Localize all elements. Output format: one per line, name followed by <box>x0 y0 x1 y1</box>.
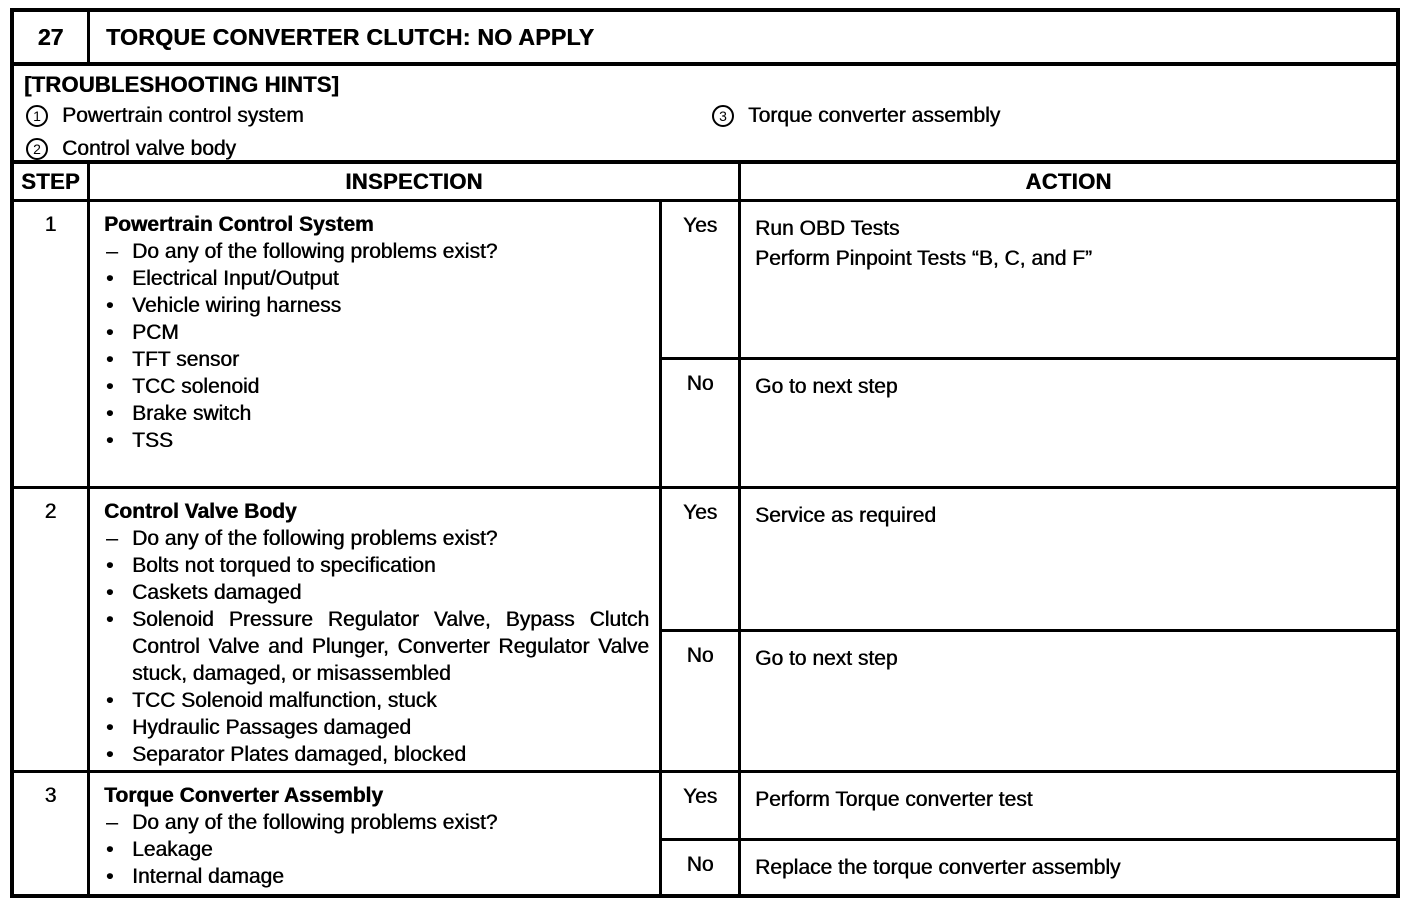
hints-columns <box>24 99 1396 165</box>
inspection-cell <box>90 489 662 770</box>
action-line: Run OBD Tests <box>755 217 900 240</box>
title-row <box>14 12 1396 66</box>
bullet-marker: • <box>106 608 114 631</box>
bullet-marker: • <box>106 267 114 290</box>
action-cell <box>741 773 1396 838</box>
decision-cells <box>662 489 1396 770</box>
bullet-marker: • <box>106 348 114 371</box>
inspection-bullet: • Leakage <box>106 838 213 861</box>
hints-right-column <box>710 99 1396 165</box>
dash-marker: – <box>106 811 118 834</box>
step-number: 1 <box>14 202 90 486</box>
inspection-question: – Do any of the following problems exist? <box>106 240 498 263</box>
inspection-bullet: • TSS <box>106 429 173 452</box>
bullet-marker: • <box>106 689 114 712</box>
header-step: STEP <box>14 164 90 199</box>
header-inspection: INSPECTION <box>90 164 741 199</box>
action-cell <box>741 202 1396 357</box>
page-title: TORQUE CONVERTER CLUTCH: NO APPLY <box>106 23 595 50</box>
yes-label: Yes <box>662 202 741 357</box>
inspection-bullet: • Hydraulic Passages damaged <box>106 716 411 739</box>
inspection-question: – Do any of the following problems exist? <box>106 811 498 834</box>
action-line: Perform Torque converter test <box>755 788 1033 811</box>
no-branch <box>662 360 1396 486</box>
column-header-row <box>14 164 1396 202</box>
action-cell <box>741 632 1396 770</box>
action-line: Replace the torque converter assembly <box>755 856 1121 879</box>
no-label: No <box>662 360 741 486</box>
decision-cells <box>662 202 1396 486</box>
inspection-bullet: • PCM <box>106 321 179 344</box>
troubleshooting-table <box>10 8 1400 898</box>
inspection-bullet: • TCC solenoid <box>106 375 260 398</box>
hints-heading: [TROUBLESHOOTING HINTS] <box>24 72 340 97</box>
no-label: No <box>662 841 741 898</box>
table-row <box>14 489 1396 773</box>
inspection-bullet: • Caskets damaged <box>106 581 302 604</box>
bullet-marker: • <box>106 554 114 577</box>
hint-item <box>24 132 710 165</box>
circled-number-icon: 2 <box>26 138 48 160</box>
hint-item <box>24 99 710 132</box>
hints-left-column <box>24 99 710 165</box>
inspection-bullet: • TFT sensor <box>106 348 239 371</box>
action-line: Go to next step <box>755 375 898 398</box>
dash-marker: – <box>106 527 118 550</box>
step-number: 2 <box>14 489 90 770</box>
dash-marker: – <box>106 240 118 263</box>
yes-label: Yes <box>662 773 741 838</box>
inspection-cell <box>90 773 662 898</box>
circled-number-icon: 1 <box>26 105 48 127</box>
no-branch <box>662 632 1396 770</box>
header-action: ACTION <box>1025 168 1112 194</box>
troubleshooting-hints <box>14 66 1396 164</box>
action-cell <box>741 841 1396 898</box>
inspection-title: Powertrain Control System <box>104 213 374 236</box>
bullet-marker: • <box>106 581 114 604</box>
table-row <box>14 202 1396 489</box>
action-line: Perform Pinpoint Tests “B, C, and F” <box>755 247 1092 270</box>
bullet-marker: • <box>106 375 114 398</box>
yes-branch <box>662 773 1396 841</box>
bullet-marker: • <box>106 429 114 452</box>
inspection-bullet: • Electrical Input/Output <box>106 267 339 290</box>
decision-cells <box>662 773 1396 898</box>
bullet-marker: • <box>106 716 114 739</box>
bullet-marker: • <box>106 402 114 425</box>
step-number: 3 <box>14 773 90 898</box>
circled-number-icon: 3 <box>712 105 734 127</box>
inspection-cell <box>90 202 662 486</box>
yes-branch <box>662 489 1396 632</box>
action-line: Service as required <box>755 504 936 527</box>
inspection-bullet: • Separator Plates damaged, blocked <box>106 743 466 766</box>
section-number: 27 <box>14 12 90 62</box>
hint-label: Control valve body <box>62 136 236 160</box>
inspection-bullet: • Brake switch <box>106 402 252 425</box>
inspection-bullet: • Bolts not torqued to specification <box>106 554 436 577</box>
bullet-marker: • <box>106 865 114 888</box>
inspection-title: Torque Converter Assembly <box>104 784 383 807</box>
no-branch <box>662 841 1396 898</box>
table-row <box>14 773 1396 898</box>
bullet-marker: • <box>106 838 114 861</box>
hint-item <box>710 99 1396 132</box>
inspection-bullet: • Vehicle wiring harness <box>106 294 341 317</box>
inspection-bullet: • Internal damage <box>106 865 284 888</box>
action-cell <box>741 489 1396 629</box>
no-label: No <box>662 632 741 770</box>
bullet-marker: • <box>106 294 114 317</box>
inspection-bullet: • TCC Solenoid malfunction, stuck <box>106 689 437 712</box>
inspection-question: – Do any of the following problems exist? <box>106 527 498 550</box>
action-cell <box>741 360 1396 486</box>
yes-branch <box>662 202 1396 360</box>
bullet-marker: • <box>106 321 114 344</box>
hint-label: Powertrain control system <box>62 103 304 127</box>
inspection-title: Control Valve Body <box>104 500 297 523</box>
bullet-marker: • <box>106 743 114 766</box>
action-line: Go to next step <box>755 647 898 670</box>
hint-label: Torque converter assembly <box>748 103 1001 127</box>
yes-label: Yes <box>662 489 741 629</box>
inspection-bullet: • Solenoid Pressure Regulator Valve, Bypass Clutch Control Valve and Plunger, Converter Regulator Valve stuck, damaged, or misassembled <box>106 608 649 685</box>
